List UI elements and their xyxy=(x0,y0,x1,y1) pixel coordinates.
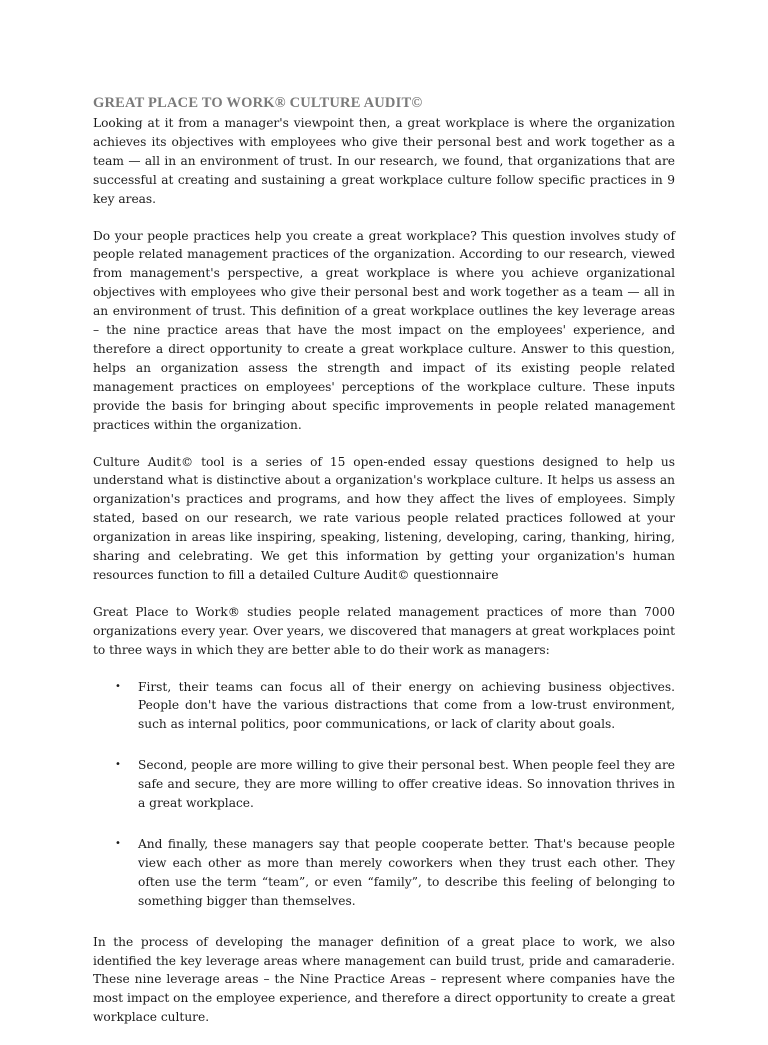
bullet-text: And finally, these managers say that people cooperate better. That's because people view each other as more than merely coworkers when they trust each other. They often use the term “team”, or even “family”, to describe this feeling of belonging to something bigger than themselves. xyxy=(138,837,675,908)
bullet-dot-icon: • xyxy=(115,759,121,771)
paragraph-culture-audit-tool: Culture Audit© tool is a series of 15 open-ended essay questions designed to help us understand what is distinctive about a organization's workplace culture. It helps us assess an organization's practices and programs, and how they affect the lives of employees. Simply stated, based on our research, we rate various people related practices followed at your organization in areas like inspiring, speaking, listening, developing, caring, thanking, hiring, sharing and celebrating. We get this information by getting your organization's human resources function to fill a detailed Culture Audit© questionnaire xyxy=(93,454,675,582)
bullet-list xyxy=(93,678,675,911)
paragraph-studies: Great Place to Work® studies people related management practices of more than 7000 organizations every year. Over years, we discovered that managers at great workplaces point to three ways in which they are better able to do their work as managers: xyxy=(93,604,675,657)
bullet-item xyxy=(93,756,675,813)
bullet-dot-icon: • xyxy=(115,680,121,692)
paragraph-intro: Looking at it from a manager's viewpoint then, a great workplace is where the organization achieves its objectives with employees who give their personal best and work together as a team — all in an environment of trust. In our research, we found, that organizations that are successful at creating and sustaining a great workplace culture follow specific practices in 9 key areas. xyxy=(93,116,675,206)
paragraph-leverage-areas: In the process of developing the manager definition of a great place to work, we also identified the key leverage areas where management can build trust, pride and camaraderie. These nine leverage areas – the Nine Practice Areas – represent where companies have the most impact on the employee experience, and therefore a direct opportunity to create a great workplace culture. xyxy=(93,934,675,1025)
bullet-item xyxy=(93,678,675,735)
document-page xyxy=(93,92,675,1045)
document-heading: GREAT PLACE TO WORK® CULTURE AUDIT© xyxy=(93,95,423,111)
paragraph-people-practices: Do your people practices help you create a great workplace? This question involves study of people related management practices of the organization. According to our research, viewed from management's perspective, a great workplace is where you achieve organizational objectives with employees who give their personal best and work together as a team — all in an environment of trust. This definition of a great workplace outlines the key leverage areas – the nine practice areas that have the most impact on the employees' experience, and therefore a direct opportunity to create a great workplace culture. Answer to this question, helps an organization assess the strength and impact of its existing people related management practices on employees' perceptions of the workplace culture. These inputs provide the basis for bringing about specific improvements in people related management practices within the organization. xyxy=(93,228,675,432)
bullet-dot-icon: • xyxy=(115,838,121,849)
bullet-text: Second, people are more willing to give their personal best. When people feel they are safe and secure, they are more willing to offer creative ideas. So innovation thrives in a great workplace. xyxy=(138,758,675,811)
bullet-item xyxy=(93,835,675,911)
bullet-text: First, their teams can focus all of their energy on achieving business objectives. People don't have the various distractions that come from a low-trust environment, such as internal politics, poor communications, or lack of clarity about goals. xyxy=(138,679,675,732)
